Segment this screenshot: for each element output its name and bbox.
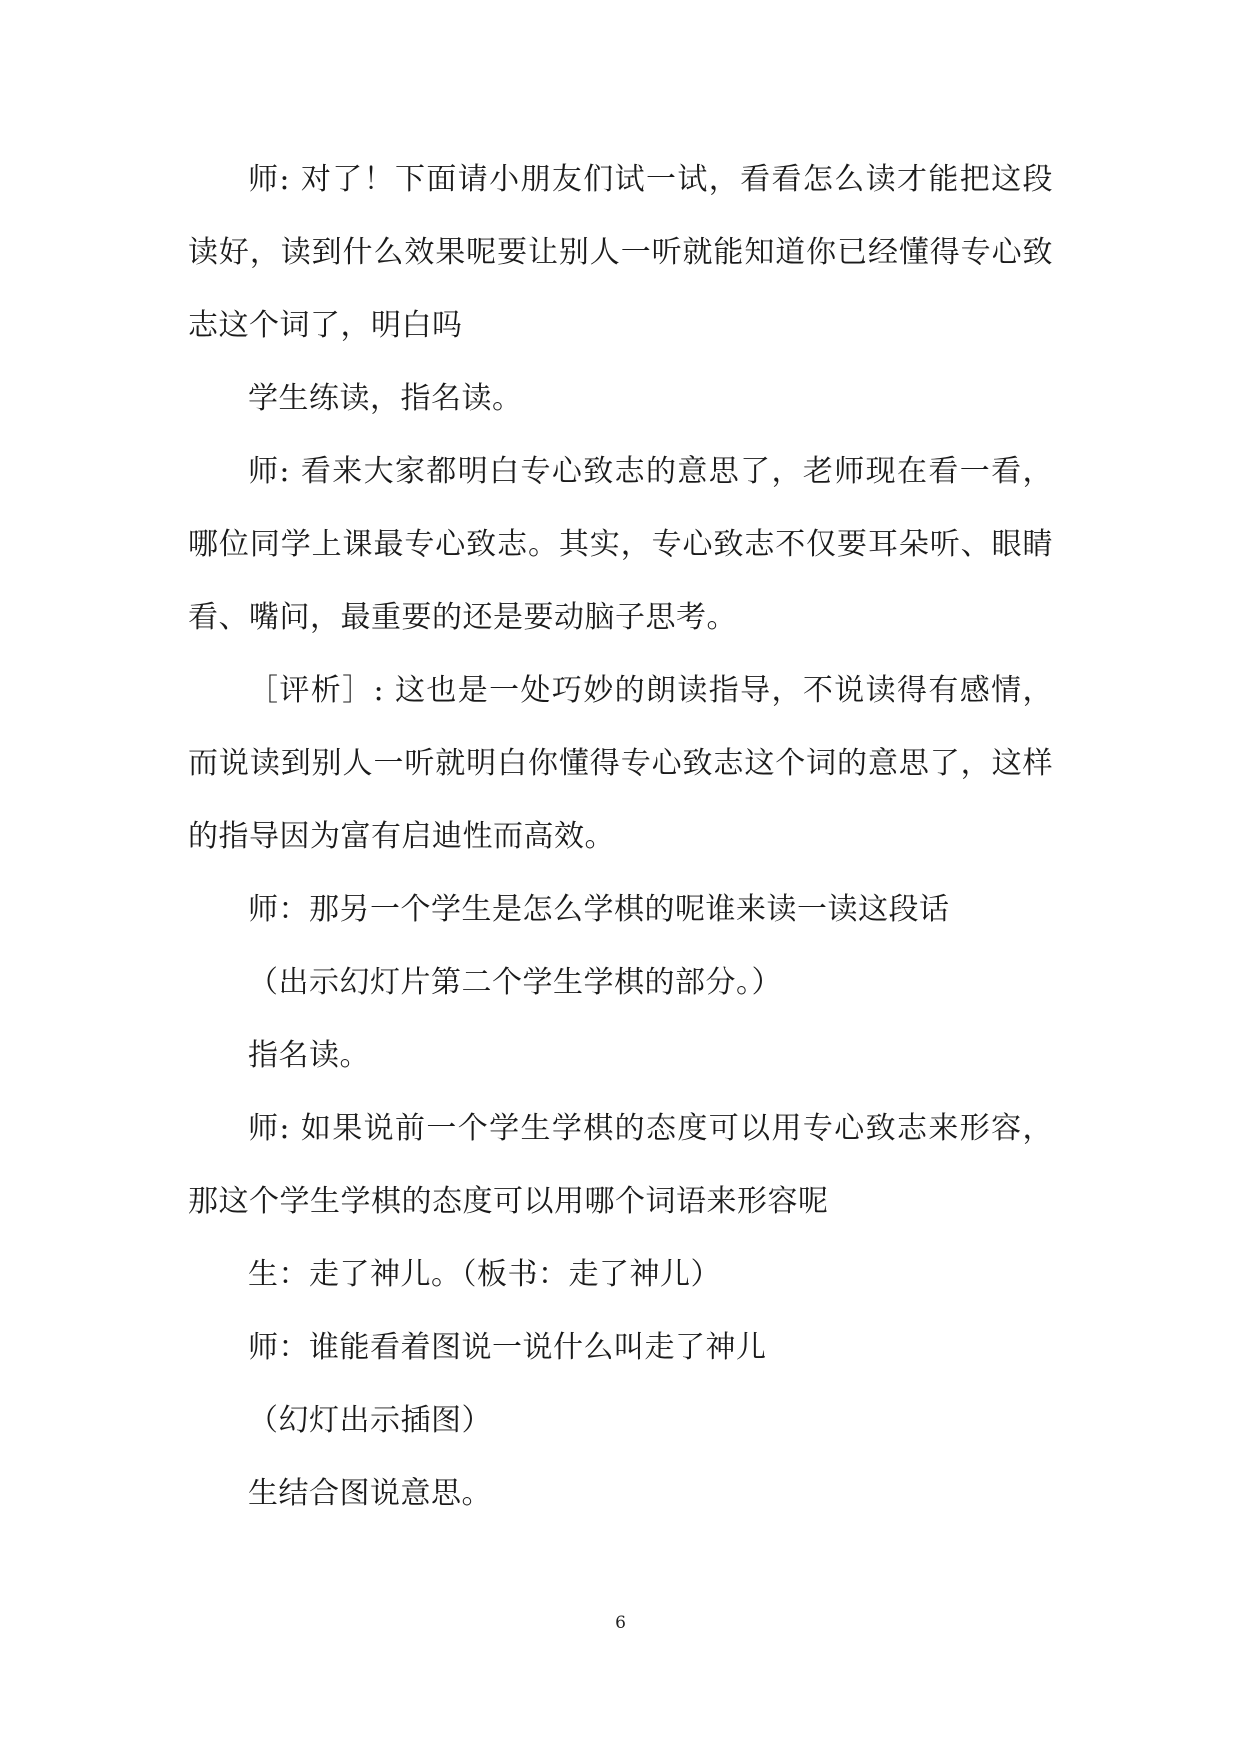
paragraph: 指名读。 [248, 1038, 370, 1073]
paragraph: 师: 看来大家都明白专心致志的意思了，老师现在看一看，哪位同学上课最专心致志。其实，专心致志不仅要耳朵听、眼睛看、嘴问，最重要的还是要动脑子思考。 [188, 454, 1053, 635]
paragraph: 师：那另一个学生是怎么学棋的呢谁来读一读这段话 [248, 892, 950, 927]
document-body [188, 143, 1053, 1530]
paragraph: （幻灯出示插图） [248, 1403, 492, 1438]
paragraph: 师: 对了！下面请小朋友们试一试，看看怎么读才能把这段读好，读到什么效果呢要让别人一听就能知道你已经懂得专心致志这个词了，明白吗 [188, 162, 1053, 343]
paragraph: 师：谁能看着图说一说什么叫走了神儿 [248, 1330, 767, 1365]
paragraph: 师: 如果说前一个学生学棋的态度可以用专心致志来形容，那这个学生学棋的态度可以用哪个词语来形容呢 [188, 1111, 1053, 1219]
paragraph: 生结合图说意思。 [248, 1476, 492, 1511]
page-number: 6 [615, 1613, 626, 1633]
paragraph: ［评析］: 这也是一处巧妙的朗读指导，不说读得有感情，而说读到别人一听就明白你懂得专心致志这个词的意思了，这样的指导因为富有启迪性而高效。 [188, 673, 1053, 854]
paragraph: （出示幻灯片第二个学生学棋的部分。） [248, 965, 782, 1000]
paragraph: 学生练读，指名读。 [248, 381, 523, 416]
paragraph: 生：走了神儿。（板书：走了神儿） [248, 1257, 721, 1292]
